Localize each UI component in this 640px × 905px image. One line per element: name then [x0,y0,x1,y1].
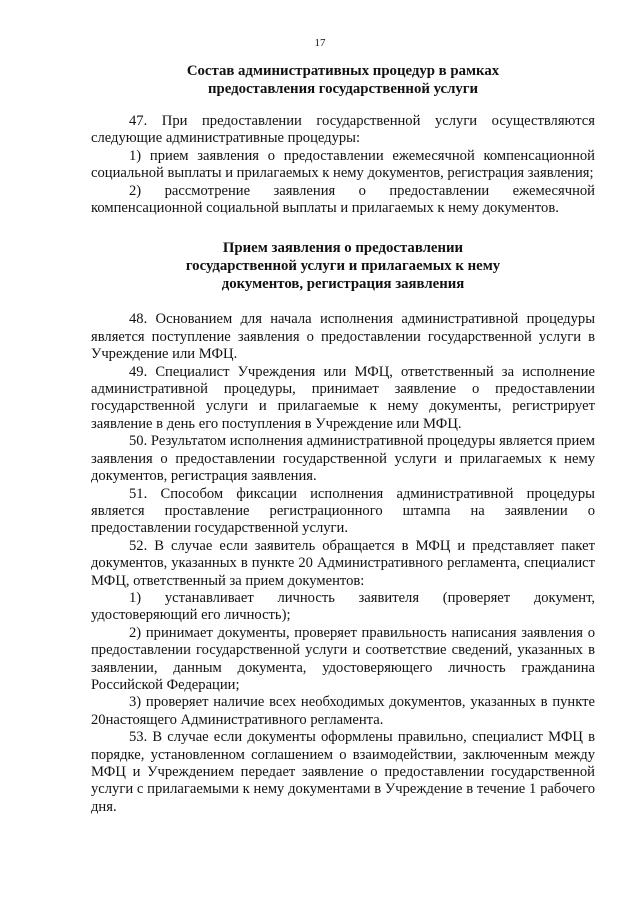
heading-line: Прием заявления о предоставлении [222,240,464,257]
heading-line: Состав административных процедур в рамках [186,63,500,79]
list-item-procedure-1: 1) прием заявления о предоставлении ежемесячной компенсационной социальной выплаты и прилагаемых к нему документов, регистрация заявления; [91,147,595,182]
list-item-procedure-2: 2) рассмотрение заявления о предоставлении ежемесячной компенсационной социальной выплаты и прилагаемых к нему документов. [91,182,595,217]
heading-line: предоставления государственной услуги [207,81,479,97]
paragraph-53: 53. В случае если документы оформлены правильно, специалист МФЦ в порядке, установленном соглашением о взаимодействии, заключенным между МФЦ и Учреждением передает заявление о предоставлении государственной услуги с прилагаемыми к нему документами в Учреждение в течение 1 рабочего дня. [91,729,595,815]
section-heading-procedures [91,62,595,98]
paragraph-50: 50. Результатом исполнения административной процедуры является прием заявления о предоставлении государственной услуги и прилагаемых к нему документов, регистрация заявления. [91,433,595,485]
page-content [91,62,595,816]
list-item-check-3: 3) проверяет наличие всех необходимых документов, указанных в пункте 20настоящего Административного регламента. [91,694,595,728]
paragraph-49: 49. Специалист Учреждения или МФЦ, ответственный за исполнение административной процедуры, принимает заявление о предоставлении государственной услуги и прилагаемые к нему документы, регистрирует заявление в день его поступления в Учреждение или МФЦ. [91,363,595,432]
section-heading-application-intake [91,239,595,293]
paragraph-52: 52. В случае если заявитель обращается в МФЦ и представляет пакет документов, указанных в пункте 20 Административного регламента, специалист МФЦ, ответственный за прием документов: [91,537,595,589]
paragraph-47: 47. При предоставлении государственной услуги осуществляются следующие административные процедуры: [91,113,595,147]
page-number: 17 [314,37,326,49]
list-item-check-2: 2) принимает документы, проверяет правильность написания заявления о предоставлении государственной услуги и соответствие сведений, указанных в заявлении, данным документа, удостоверяющего личность гражданина Российской Федерации; [91,624,595,693]
paragraph-48: 48. Основанием для начала исполнения административной процедуры является поступление заявления о предоставлении государственной услуги в Учреждение или МФЦ. [91,311,595,363]
heading-line: документов, регистрация заявления [221,276,465,293]
paragraph-51: 51. Способом фиксации исполнения административной процедуры является проставление регистрационного штампа на заявлении о предоставлении государственной услуги. [91,485,595,537]
list-item-check-1: 1) устанавливает личность заявителя (проверяет документ, удостоверяющий его личность); [91,589,595,624]
heading-line: государственной услуги и прилагаемых к нему [185,258,501,275]
